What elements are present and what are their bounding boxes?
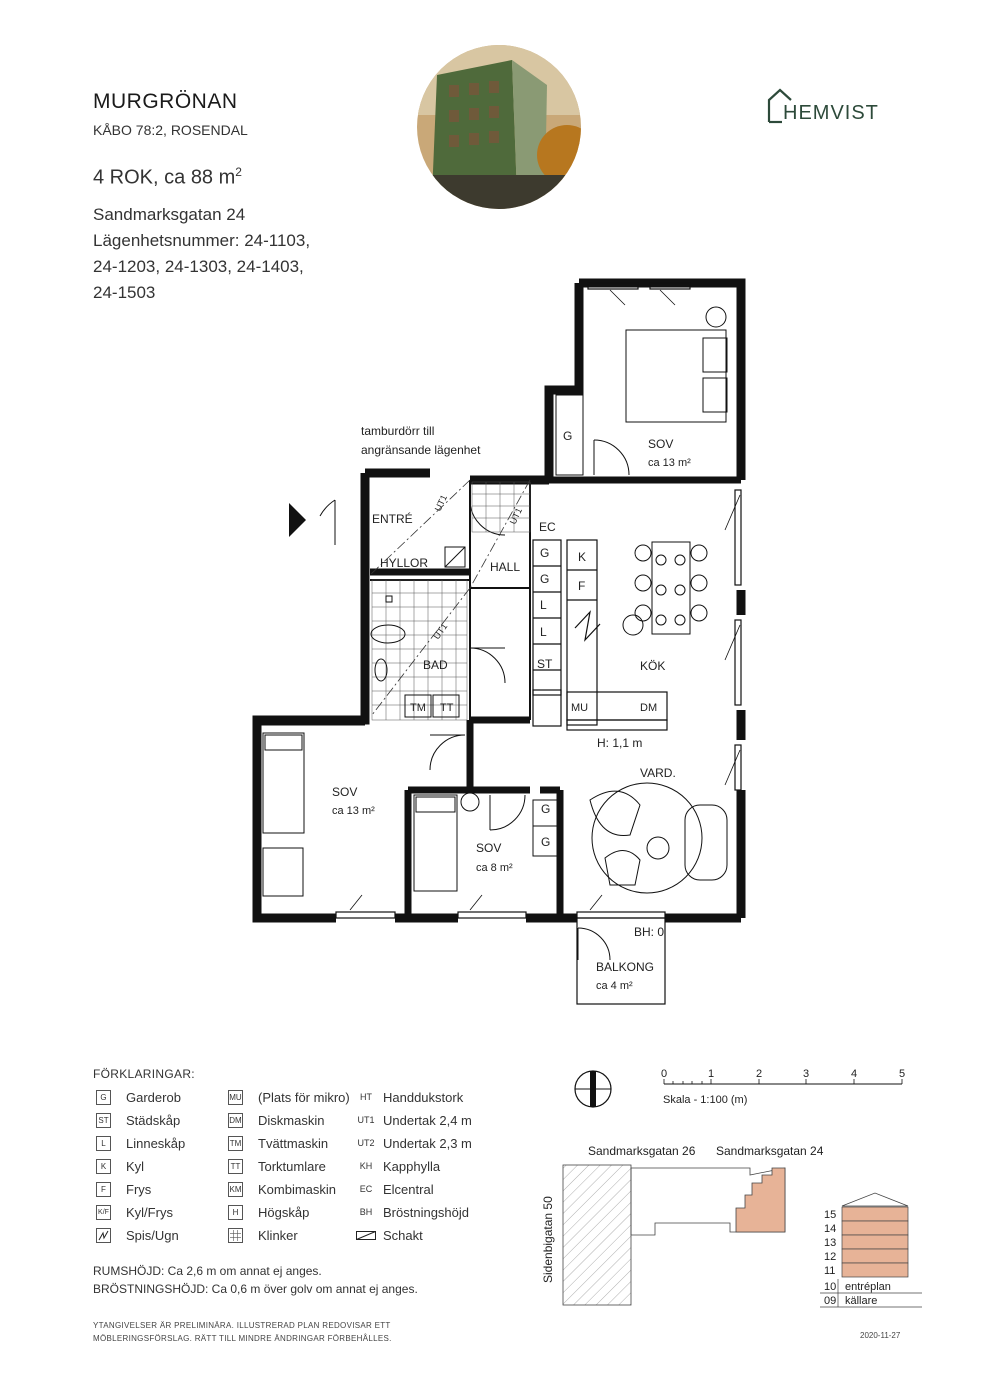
site-highlight (736, 1168, 785, 1232)
site-neighbor-building (563, 1165, 631, 1305)
address-line: 24-1503 (93, 283, 156, 302)
compass-icon (575, 1071, 611, 1107)
legend-item: H Högskåp (228, 1202, 309, 1222)
bh-label: BH: 0 (634, 925, 665, 939)
sov2-name: SOV (332, 785, 358, 799)
floor-10: 10 (824, 1281, 837, 1293)
scale-tick-0: 0 (661, 1068, 668, 1080)
scale-label: Skala - 1:100 (m) (663, 1094, 748, 1106)
scale-tick-2: 2 (756, 1068, 763, 1080)
ec-label: EC (539, 520, 556, 534)
legend-item: UT2 Undertak 2,3 m (357, 1135, 472, 1151)
tambur-note-1: tamburdörr till (361, 424, 435, 438)
cab-l1: L (540, 598, 547, 612)
disclaimer-line-1: YTANGIVELSER ÄR PRELIMINÄRA. ILLUSTRERAD PLAN REDOVISAR ETT (93, 1321, 391, 1330)
cab-k: K (578, 550, 587, 564)
scale-tick-1: 1 (708, 1068, 715, 1080)
klinker-icon (228, 1228, 243, 1243)
legend-item: DM Diskmaskin (229, 1112, 325, 1128)
spis-icon (96, 1228, 111, 1243)
project-title: MURGRÖNAN (93, 90, 238, 113)
apartment-size-text: 4 ROK, ca 88 m (93, 166, 236, 189)
legend-item: HT Handdukstork (360, 1089, 464, 1105)
floor-15: 15 (824, 1209, 837, 1221)
ut1-c-label: UT1 (431, 621, 450, 642)
legend-item: Spis/Ugn (96, 1225, 179, 1245)
note-brostningshojd: BRÖSTNINGSHÖJD: Ca 0,6 m över golv om annat ej anges. (93, 1282, 418, 1296)
balkong-area: ca 4 m² (596, 980, 633, 992)
project-subtitle: KÅBO 78:2, ROSENDAL (93, 122, 248, 138)
garderob-top: G (563, 429, 573, 443)
legend-item: KH Kapphylla (359, 1158, 441, 1174)
address-line: 24-1203, 24-1303, 24-1403, (93, 257, 304, 276)
balkong-name: BALKONG (596, 960, 655, 974)
dm-label: DM (640, 702, 658, 714)
sov2-area: ca 13 m² (332, 805, 375, 817)
note-rumshojd: RUMSHÖJD: Ca 2,6 m om annat ej anges. (93, 1264, 322, 1278)
side-street: Sidenbigatan 50 (541, 1196, 555, 1283)
cab-g1: G (540, 546, 550, 560)
legend-item: K/F Kyl/Frys (96, 1202, 173, 1222)
legend-item: L Linneskåp (96, 1133, 185, 1153)
sov1-area: ca 13 m² (648, 457, 691, 469)
cab-g2: G (540, 572, 550, 586)
address-line: Lägenhetsnummer: 24-1103, (93, 231, 311, 250)
street-24: Sandmarksgatan 24 (716, 1144, 824, 1158)
address-line: Sandmarksgatan 24 (93, 205, 246, 224)
hyllor-label: HYLLOR (380, 556, 429, 570)
tt-label: TT (440, 702, 454, 714)
sov3-g1: G (541, 802, 551, 816)
scale-tick-5: 5 (899, 1068, 906, 1080)
scale-tick-4: 4 (851, 1068, 858, 1080)
entrance-arrow-icon (289, 503, 306, 537)
hall-label: HALL (490, 560, 521, 574)
vard-label: VARD. (640, 766, 676, 780)
legend-item: TT Torktumlare (228, 1156, 326, 1176)
legend-item: ST Städskåp (96, 1110, 180, 1130)
cab-f: F (578, 579, 586, 593)
legend-item: TM Tvättmaskin (229, 1135, 329, 1151)
ut1-a-label: UT1 (432, 493, 450, 513)
street-26: Sandmarksgatan 26 (588, 1144, 696, 1158)
document-date: 2020-11-27 (860, 1331, 901, 1340)
floor-13: 13 (824, 1237, 837, 1249)
legend-item: EC Elcentral (359, 1181, 434, 1197)
floor-kallare: källare (845, 1295, 878, 1307)
ut1-b-label: UT1 (507, 506, 525, 526)
entre-label: ENTRÉ (372, 512, 413, 526)
sov3-g2: G (541, 835, 551, 849)
floor-14: 14 (824, 1223, 837, 1235)
floor-12: 12 (824, 1251, 837, 1263)
bad-label: BAD (423, 658, 448, 672)
sov3-area: ca 8 m² (476, 862, 513, 874)
legend-item: UT1 Undertak 2,4 m (357, 1112, 472, 1128)
kok-label: KÖK (640, 659, 666, 673)
schakt-icon (355, 1229, 377, 1242)
legend-item: MU (Plats för mikro) (229, 1089, 350, 1105)
sov3-name: SOV (476, 841, 502, 855)
height-label: H: 1,1 m (597, 736, 643, 750)
legend-item: KM Kombimaskin (229, 1181, 337, 1197)
apartment-size-sup: 2 (235, 165, 242, 179)
cab-st: ST (537, 657, 553, 671)
legend-item: Schakt (355, 1225, 423, 1245)
tm-label: TM (410, 702, 426, 714)
legend-item: K Kyl (96, 1156, 144, 1176)
floor-entreplan: entréplan (845, 1281, 891, 1293)
scale-tick-3: 3 (803, 1068, 810, 1080)
logo-text: HEMVIST (783, 102, 879, 124)
legend-item: G Garderob (96, 1087, 181, 1107)
mu-label: MU (571, 702, 589, 714)
disclaimer-line-2: MÖBLERINGSFÖRSLAG. RÄTT TILL MINDRE ÄNDRINGAR FÖRBEHÅLLES. (93, 1334, 392, 1343)
legend-item: Klinker (228, 1225, 298, 1245)
legend-heading: FÖRKLARINGAR: (93, 1067, 195, 1081)
cab-l2: L (540, 625, 547, 639)
sov1-name: SOV (648, 437, 674, 451)
floor-09: 09 (824, 1295, 837, 1307)
floor-11: 11 (824, 1265, 836, 1277)
tambur-note-2: angränsande lägenhet (361, 443, 481, 457)
legend-item: F Frys (96, 1179, 151, 1199)
legend-item: BH Bröstningshöjd (359, 1204, 469, 1220)
